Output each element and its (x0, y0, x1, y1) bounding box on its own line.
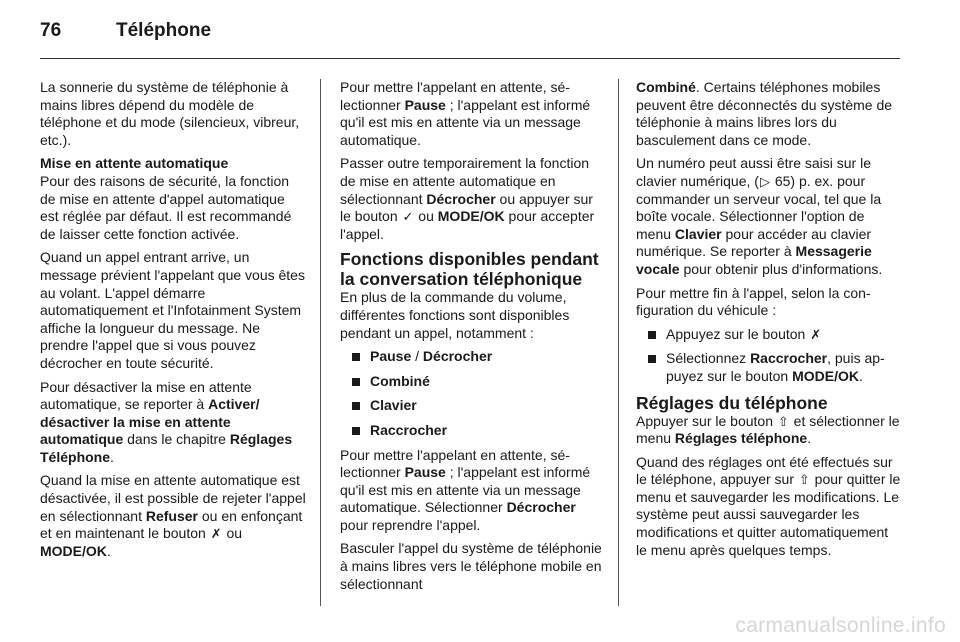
list-item: Clavier (340, 397, 606, 415)
column-3 (636, 79, 902, 565)
page-number: 76 (40, 20, 62, 41)
paragraph: Pour mettre l'appelant en attente, sélectionner Pause ; l'appelant est informé qu'il est mis en attente via un message automatique. (340, 79, 591, 148)
column-divider (618, 79, 619, 606)
list-item: Sélectionnez Raccrocher, puis appuyez sur le bouton MODE/OK. (636, 350, 902, 385)
paragraph: Quand la mise en attente automatique est désactivée, il est possible de rejeter l'appel en sélectionnant Refuser ou en enfonçant et en maintenant le bouton ✗ ou MODE/OK. (40, 472, 306, 559)
menu-icon: ⇧ (798, 472, 810, 488)
paragraph: Passer outre temporairement la fonction de mise en attente automatique en sélectionnant Décrocher ou appuyer sur le bouton ✓ ou MODE/OK pour accepter l'appel. (340, 155, 595, 242)
column-divider (320, 79, 321, 606)
paragraph: Combiné. Certains téléphones mobiles peuvent être déconnectés du système de téléphonie à mains libres lors du basculement dans ce mode. (636, 79, 893, 148)
paragraph: Basculer l'appel du système de téléphonie à mains libres vers le téléphone mobile en sélectionnant (340, 540, 602, 592)
phone-icon: ✓ (402, 209, 414, 225)
section-subheading: Mise en attente automatique (40, 155, 229, 172)
paragraph: En plus de la commande du volume, différentes fonctions sont disponibles pendant un appel, notamment : (340, 289, 570, 341)
list-item: Raccrocher (340, 422, 606, 440)
list-item: Combiné (340, 373, 606, 391)
column-1 (40, 79, 306, 566)
hangup-icon: ✗ (210, 526, 222, 542)
link-reference: Réglages Téléphone (40, 431, 293, 465)
paragraph: Pour mettre fin à l'appel, selon la configuration du véhicule : (636, 284, 871, 319)
paragraph: Appuyer sur le bouton ⇧ et sélectionner le menu Réglages téléphone. (636, 412, 900, 447)
list-item: Appuyez sur le bouton ✗ (636, 326, 902, 344)
header-rule (40, 58, 900, 59)
page-title: Téléphone (116, 20, 212, 41)
end-call-list (636, 326, 902, 386)
reference-arrow-icon: ▷ (759, 173, 770, 189)
watermark: carmanualsonline.info (735, 614, 946, 637)
column-2 (340, 79, 606, 599)
paragraph: Pour désactiver la mise en attente automatique, se reporter à Activer/ désactiver la mise en attente automatique dans le chapitre Réglages Téléphone. (40, 378, 293, 465)
paragraph: Un numéro peut aussi être saisi sur le clavier numérique, (▷ 65) p. ex. pour commander un serveur vocal, tel que la boîte vocale. Sélectionner l'option de menu Clavier pour accéder au clavier numérique. Se reporter à Messagerie vocale pour obtenir plus d'informations. (636, 155, 883, 277)
menu-icon: ⇧ (777, 413, 789, 429)
paragraph: Quand un appel entrant arrive, un message prévient l'appelant que vous êtes au volant. L'appel démarre automatiquement et l'Infotainment System affiche la longueur du message. Ne prendre l'appel que si vous pouvez décrocher en toute sécurité. (40, 249, 305, 371)
paragraph: Pour des raisons de sécurité, la fonction de mise en attente d'appel automatique est réglée par défaut. Il est recommandé de laisser cette fonction activée. (40, 172, 292, 242)
function-list (340, 348, 606, 439)
section-heading: Réglages du téléphone (636, 392, 828, 413)
paragraph: Quand des réglages ont été effectués sur le téléphone, appuyer sur ⇧ pour quitter le menu et sauvegarder les modifications. Le système peut aussi sauvegarder les modifications et quitter automatiquement le menu après quelques temps. (636, 453, 901, 558)
paragraph: La sonnerie du système de téléphonie à mains libres dépend du modèle de téléphone et du mode (silencieux, vibreur, etc.). (40, 79, 300, 148)
list-item: Pause / Décrocher (340, 348, 606, 366)
section-heading: Fonctions disponibles pendant la conversation téléphonique (340, 249, 599, 290)
link-reference: Activer/ désactiver la mise en attente automatique (40, 396, 260, 448)
hangup-icon: ✗ (810, 326, 822, 342)
paragraph: Pour mettre l'appelant en attente, sélectionner Pause ; l'appelant est informé qu'il est mis en attente via un message automatique. Sélectionner Décrocher pour reprendre l'appel. (340, 446, 591, 533)
